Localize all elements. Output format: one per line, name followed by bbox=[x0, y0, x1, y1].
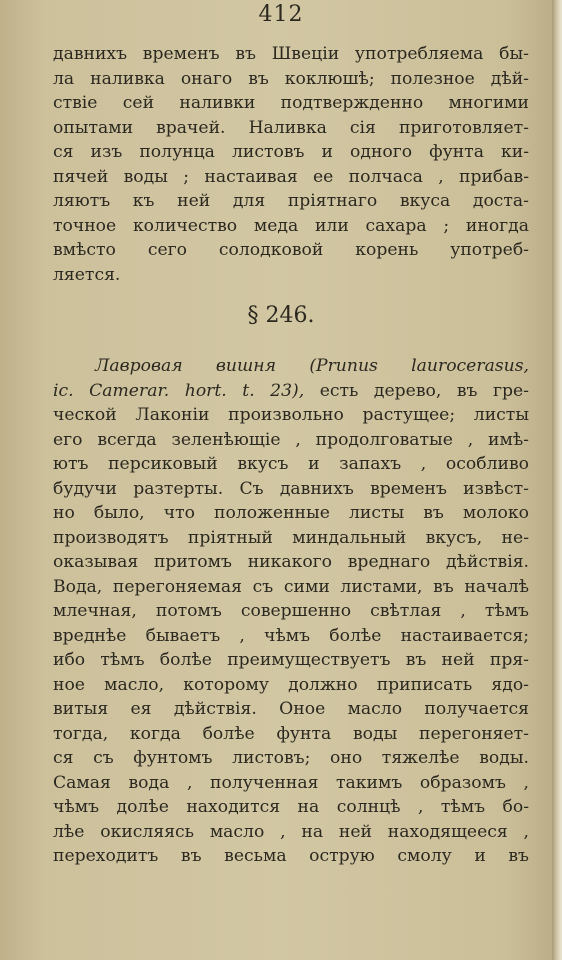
text-line: ибо тѣмъ болѣе преимуществуетъ въ ней пря- bbox=[53, 650, 529, 670]
text-line: вреднѣе бываетъ , чѣмъ болѣе настаивается; bbox=[53, 625, 529, 646]
text-line: пячей воды ; настаивая ее полчаса , прибав- bbox=[53, 166, 529, 187]
text-line: ютъ персиковый вкусъ и запахъ , особливо bbox=[53, 454, 529, 474]
text-line: Самая вода , полученная такимъ образомъ , bbox=[53, 772, 529, 793]
text-line: ное масло, которому должно приписать ядо- bbox=[53, 674, 529, 695]
text-line: оказывая притомъ никакого вреднаго дѣйствія. bbox=[53, 552, 529, 572]
text-line: будучи разтерты. Съ давнихъ временъ извѣст- bbox=[53, 478, 529, 499]
text-line: точное количество меда или сахара ; иногда bbox=[53, 215, 529, 236]
text-line: ся съ фунтомъ листовъ; оно тяжелѣе воды. bbox=[53, 748, 529, 768]
paragraph-section-246 bbox=[53, 354, 529, 869]
page-number: 412 bbox=[258, 2, 304, 27]
text-line: но было, что положенные листы въ молоко bbox=[53, 503, 529, 523]
text-line: ческой Лаконіи произвольно растущее; листы bbox=[53, 405, 529, 425]
text-line: ляютъ къ ней для пріятнаго вкуса доста- bbox=[53, 191, 529, 211]
text-line: тогда, когда болѣе фунта воды перегоняет- bbox=[53, 723, 529, 744]
text-line: его всегда зеленѣющіе , продолговатые , имѣ- bbox=[53, 429, 529, 450]
text-line: ла наливка онаго въ коклюшѣ; полезное дѣй- bbox=[53, 68, 529, 89]
text-line: вмѣсто сего солодковой корень употреб- bbox=[53, 240, 529, 260]
text-line: ся изъ полунца листовъ и одного фунта ки- bbox=[53, 142, 529, 162]
latin-name: Лавровая вишня (Prunus laurocerasus, bbox=[95, 356, 529, 376]
text-line bbox=[53, 354, 529, 379]
paragraph-continued bbox=[53, 42, 529, 287]
text-line: Вода, перегоняемая съ сими листами, въ началѣ bbox=[53, 576, 529, 597]
text-line bbox=[53, 379, 529, 404]
text-line: чѣмъ долѣе находится на солнцѣ , тѣмъ бо- bbox=[53, 797, 529, 817]
text-line: витыя ея дѣйствія. Оное масло получается bbox=[53, 699, 529, 719]
text-line: лѣе окисляясь масло , на ней находящееся , bbox=[53, 821, 529, 842]
section-heading: § 246. bbox=[247, 303, 315, 328]
page-edge bbox=[552, 0, 562, 960]
text-line: производятъ пріятный миндальный вкусъ, не- bbox=[53, 527, 529, 548]
text-fragment: есть дерево, въ гре- bbox=[304, 380, 529, 401]
text-line: млечная, потомъ совершенно свѣтлая , тѣмъ bbox=[53, 601, 529, 621]
text-line: ляется. bbox=[53, 264, 121, 285]
citation: ic. Camerar. hort. t. 23), bbox=[53, 380, 305, 401]
text-line: переходитъ въ весьма острую смолу и въ bbox=[53, 846, 529, 866]
text-line: давнихъ временъ въ Швеціи употребляема бы- bbox=[53, 44, 529, 64]
text-line: ствіе сей наливки подтвержденно многими bbox=[53, 93, 529, 113]
text-line: опытами врачей. Наливка сія приготовляет- bbox=[53, 117, 529, 138]
